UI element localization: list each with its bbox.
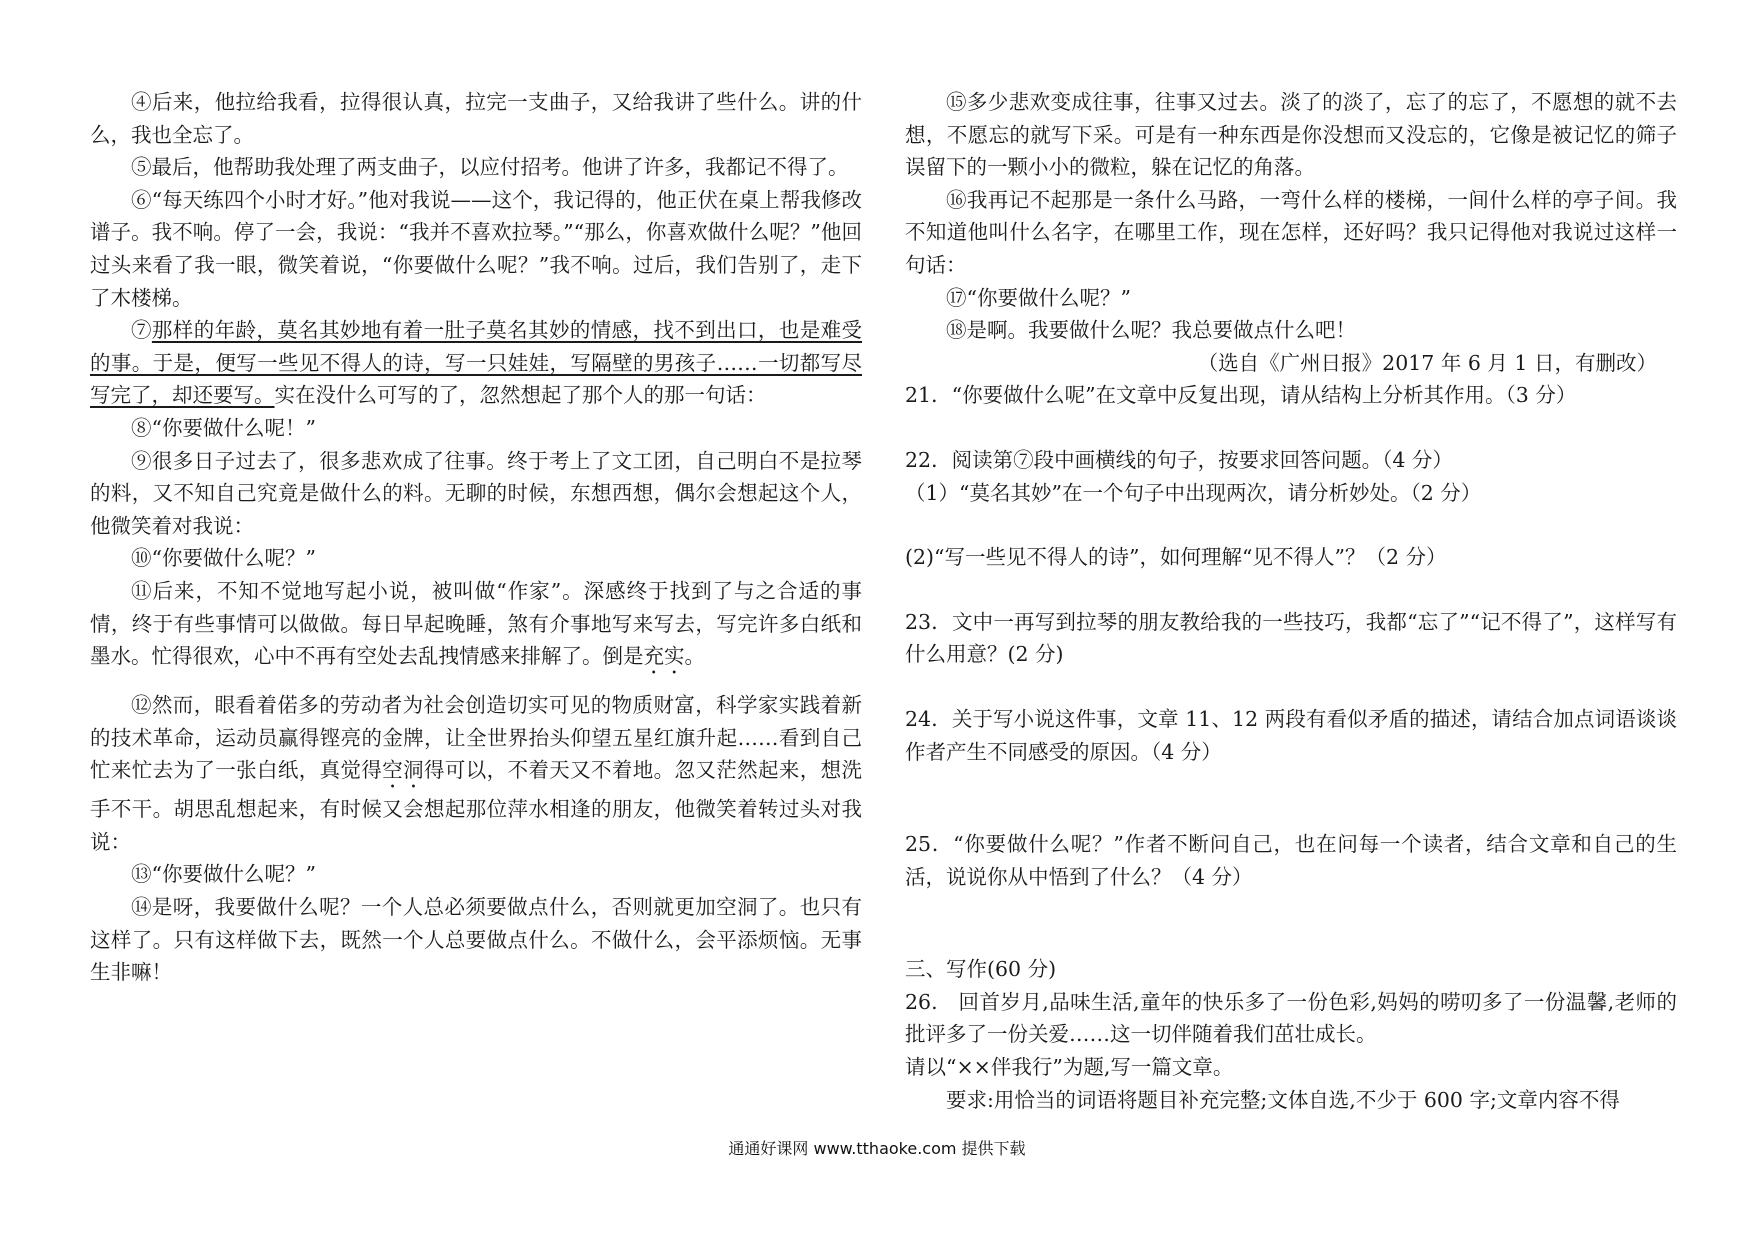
paragraph-7-rest: 实在没什么可写的了，忽然想起了那个人的那一句话： [274, 383, 767, 408]
paragraph-7-number: ⑦ [131, 318, 152, 343]
paragraph-4: ④后来，他拉给我看，拉得很认真，拉完一支曲子，又给我讲了些什么。讲的什么，我也全忘了。 [90, 90, 862, 147]
question-22: 22．阅读第⑦段中画横线的句子，按要求回答问题。（4 分） [905, 447, 1453, 472]
dotted-word-kongdong: 空洞 [382, 758, 424, 783]
left-column [90, 86, 862, 989]
question-26-requirements: 要求:用恰当的词语将题目补充完整;文体自选,不少于 600 字;文章内容不得 [946, 1087, 1620, 1112]
footer-credit: 通通好课网 www.tthaoke.com 提供下载 [728, 1139, 1026, 1158]
question-22-2: (2)“写一些见不得人的诗”，如何理解“见不得人”？（2 分） [905, 545, 1447, 570]
paragraph-18: ⑱是啊。我要做什么呢？我总要做点什么吧！ [946, 318, 1356, 343]
paragraph-13: ⑬“你要做什么呢？” [131, 862, 316, 887]
question-25: 25．“你要做什么呢？”作者不断问自己，也在问每一个读者，结合文章和自己的生活，说说你从中悟到了什么？（4 分） [905, 832, 1677, 889]
question-26-number: 26. [905, 989, 938, 1014]
paragraph-9: ⑨很多日子过去了，很多悲欢成了往事。终于考上了文工团，自己明白不是拉琴的料，又不知自己究竟是做什么的料。无聊的时候，东想西想，偶尔会想起这个人，他微笑着对我说： [90, 448, 862, 538]
paragraph-10: ⑩“你要做什么呢？” [131, 546, 316, 571]
paragraph-7 [90, 314, 862, 412]
right-column [905, 86, 1677, 1116]
paragraph-12-rest: 得可以，不着天又不着地。忽又茫然起来，想洗手不干。胡思乱想起来，有时候又会想起那位萍水相逢的朋友，他微笑着转过头对我说： [90, 758, 862, 854]
paragraph-11-end: 。 [684, 644, 705, 669]
section-writing-heading: 三、写作(60 分) [905, 957, 1057, 982]
question-24: 24．关于写小说这件事，文章 11、12 两段有看似矛盾的描述，请结合加点词语谈谈作者产生不同感受的原因。（4 分） [905, 706, 1677, 764]
paragraph-5: ⑤最后，他帮助我处理了两支曲子，以应付招考。他讲了许多，我都记不得了。 [131, 155, 849, 180]
paragraph-11-text: ⑪后来，不知不觉地写起小说，被叫做“作家”。深感终于找到了与之合适的事情，终于有些事情可以做做。每日早起晚睡，煞有介事地写来写去，写完许多白纸和墨水。忙得很欢，心中不再有空处去乱拽情感来排解了。倒是 [90, 578, 862, 669]
paragraph-12-text: ⑫然而，眼看着偌多的劳动者为社会创造切实可见的物质财富，科学家实践着新的技术革命，运动员赢得铿亮的金牌，让全世界抬头仰望五星红旗升起……看到自己忙来忙去为了一张白纸，真觉得 [90, 693, 862, 783]
paragraph-11 [90, 575, 862, 679]
paragraph-17: ⑰“你要做什么呢？” [946, 285, 1131, 310]
paragraph-8: ⑧“你要做什么呢！” [131, 415, 316, 440]
question-26 [905, 986, 1677, 1051]
underlined-sentence: 那样的年龄，莫名其妙地有着一肚子莫名其妙的情感，找不到出口，也是难受的事。于是，便写一些见不得人的诗，写一只娃娃，写隔壁的男孩子……一切都写尽写完了，却还要写。 [90, 318, 863, 408]
paragraph-12 [90, 689, 862, 858]
question-22-1: （1）“莫名其妙”在一个句子中出现两次，请分析妙处。（2 分） [905, 480, 1482, 505]
paragraph-6: ⑥“每天练四个小时才好。”他对我说——这个，我记得的，他正伏在桌上帮我修改谱子。我不响。停了一会，我说：“我并不喜欢拉琴。”“那么，你喜欢做什么呢？”他回过头来看了我一眼，微笑着说，“你要做什么呢？”我不响。过后，我们告别了，走下了木楼梯。 [90, 187, 862, 310]
question-26-title: 请以“××伴我行”为题,写一篇文章。 [905, 1055, 1234, 1080]
paragraph-14: ⑭是呀，我要做什么呢？一个人总必须要做点什么，否则就更加空洞了。也只有这样了。只有这样做下去，既然一个人总要做点什么。不做什么，会平添烦恼。无事生非嘛！ [90, 895, 862, 985]
paragraph-15: ⑮多少悲欢变成往事，往事又过去。淡了的淡了，忘了的忘了，不愿想的就不去想，不愿忘的就写下采。可是有一种东西是你没想而又没忘的，它像是被记忆的筛子误留下的一颗小小的微粒，躲在记忆的角落。 [905, 90, 1677, 180]
question-23: 23．文中一再写到拉琴的朋友教给我的一些技巧，我都“忘了”“记不得了”，这样写有什么用意？(2 分) [905, 609, 1677, 667]
dotted-word-chongshi: 充实 [643, 644, 685, 669]
question-21: 21．“你要做什么呢”在文章中反复出现，请从结构上分析其作用。（3 分） [905, 383, 1577, 408]
question-26-text: 回首岁月,品味生活,童年的快乐多了一份色彩,妈妈的唠叨多了一份温馨,老师的批评多了一份关爱……这一切伴随着我们茁壮成长。 [905, 989, 1677, 1047]
paragraph-16: ⑯我再记不起那是一条什么马路，一弯什么样的楼梯，一间什么样的亭子间。我不知道他叫什么名字，在哪里工作，现在怎样，还好吗？我只记得他对我说过这样一句话： [905, 187, 1677, 277]
source-citation: （选自《广州日报》2017 年 6 月 1 日，有删改） [1197, 350, 1657, 375]
